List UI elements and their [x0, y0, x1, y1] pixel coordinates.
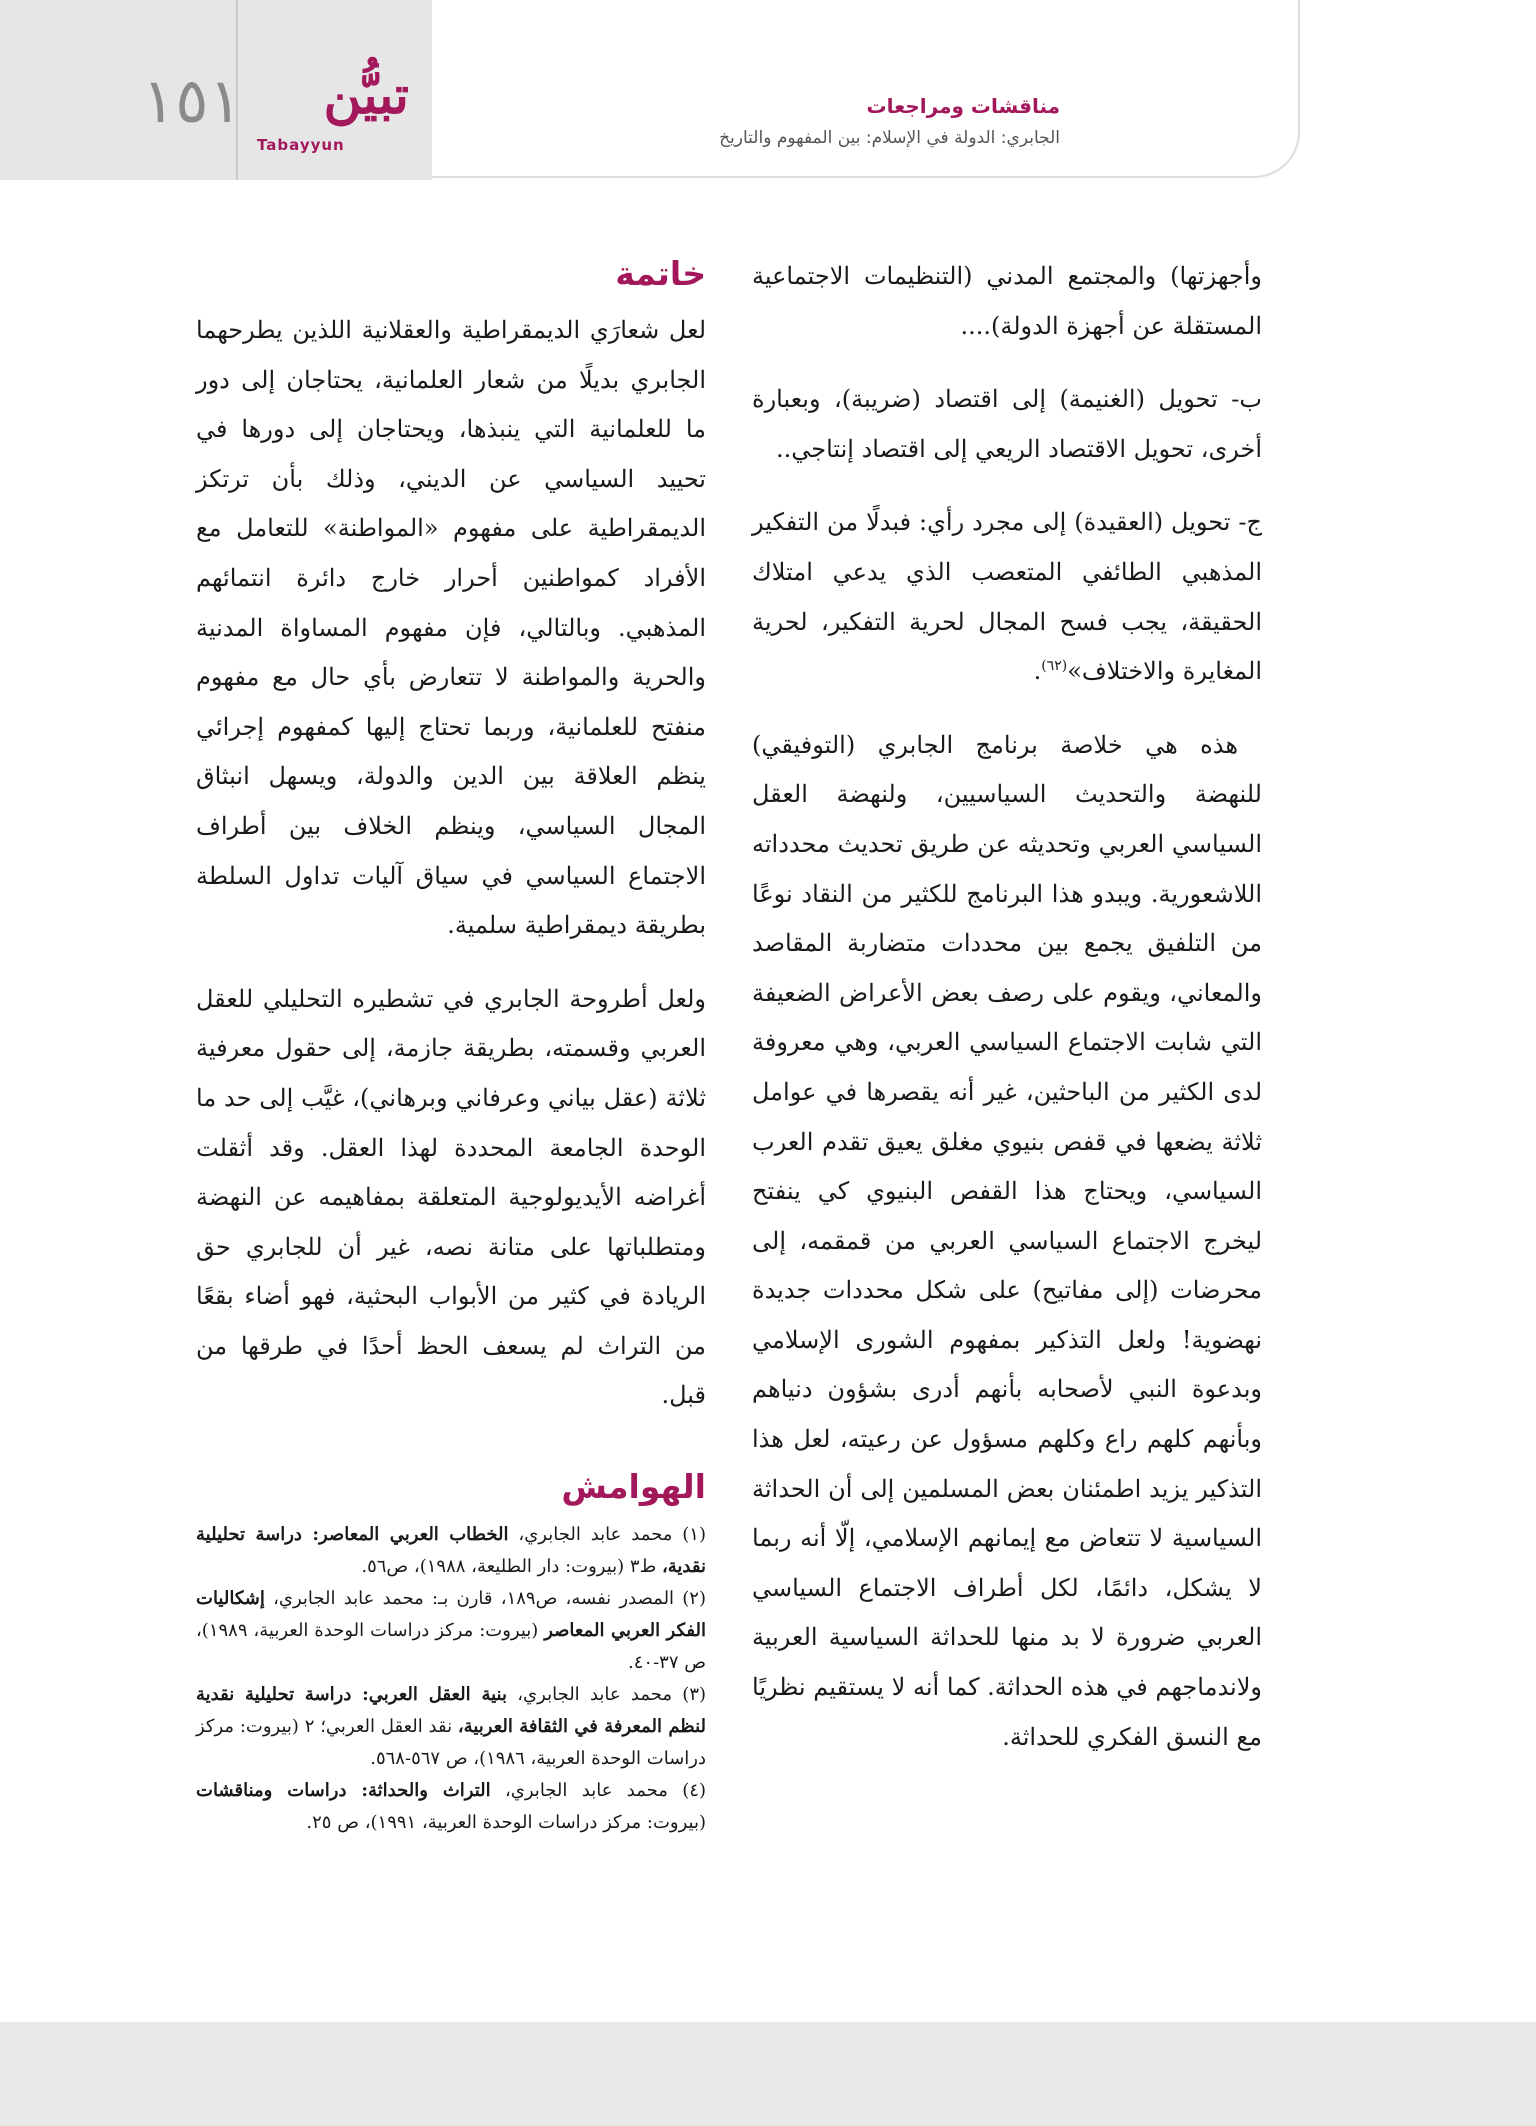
article-title: الجابري: الدولة في الإسلام: بين المفهوم والتاريخ [719, 128, 1060, 148]
footnote-reference: (٦٢) [1041, 658, 1068, 675]
header-frame [432, 0, 1300, 178]
right-margin [1300, 0, 1536, 2126]
footnote-text: ط٣ (بيروت: دار الطليعة، ١٩٨٨)، ص٥٦. [361, 1556, 662, 1578]
footnote-text: (١) محمد عابد الجابري، [508, 1524, 706, 1546]
footnote-text: (٢) المصدر نفسه، ص١٨٩، قارن بـ: محمد عابد الجابري، [264, 1588, 706, 1610]
footnote [196, 1679, 706, 1775]
paragraph: وأجهزتها) والمجتمع المدني (التنظيمات الاجتماعية المستقلة عن أجهزة الدولة).... [752, 262, 1262, 340]
section-title: مناقشات ومراجعات [866, 94, 1060, 118]
footnote-book-title: بنية العقل العربي: دراسة تحليلية نقدية لنظم المعرفة في الثقافة العربية، [196, 1684, 706, 1738]
paragraph-text: ج- تحويل (العقيدة) إلى مجرد رأي: فبدلًا من التفكير المذهبي الطائفي المتعصب الذي يدعي امتلاك الحقيقة، يجب فسح المجال لحرية التفكير، لحرية المغايرة والاختلاف» [752, 508, 1262, 686]
footnote-text: نقد العقل العربي؛ ٢ (بيروت: مركز دراسات الوحدة العربية، ١٩٨٦)، ص ٥٦٧-٥٦٨. [196, 1716, 706, 1770]
footnote-text: (بيروت: مركز دراسات الوحدة العربية، ١٩٩١)، ص ٢٥. [306, 1812, 706, 1834]
footnote-text: (بيروت: مركز دراسات الوحدة العربية، ١٩٨٩)، ص ٣٧-٤٠. [196, 1620, 706, 1674]
footnote [196, 1583, 706, 1679]
paragraph: لعل شعارَي الديمقراطية والعقلانية اللذين يطرحهما الجابري بديلًا من شعار العلمانية، يحتاجان إلى دور ما للعلمانية التي ينبذها، ويحتاجان إلى دورها في تحييد السياسي عن الديني، وذلك بأن ترتكز الديمقراطية على مفهوم «المواطنة» للتعامل مع الأفراد كمواطنين أحرار خارج دائرة انتمائهم المذهبي. وبالتالي، فإن مفهوم المساواة المدنية والحرية والمواطنة لا تتعارض بأي حال مع مفهوم منفتح للعلمانية، وربما تحتاج إليها كمفهوم إجرائي ينظم العلاقة بين الدين والدولة، ويسهل انبثاق المجال السياسي، وينظم الخلاف بين أطراف الاجتماع السياسي في سياق آليات تداول السلطة بطريقة ديمقراطية سلمية. [196, 316, 707, 940]
footnote [196, 1775, 706, 1839]
left-column [196, 248, 706, 1839]
paragraph: هذه هي خلاصة برنامج الجابري (التوفيقي) للنهضة والتحديث السياسيين، ولنهضة العقل السياسي العربي وتحديثه عن طريق تحديث محدداته اللاشعورية. ويبدو هذا البرنامج للكثير من النقاد نوعًا من التلفيق يجمع بين محددات متضاربة المقاصد والمعاني، ويقوم على رصف بعض الأعراض الضعيفة التي شابت الاجتماع السياسي العربي، وهي معروفة لدى الكثير من الباحثين، غير أنه يقصرها في عوامل ثلاثة يضعها في قفص بنيوي مغلق يعيق تقدم العرب السياسي، ويحتاج هذا القفص البنيوي كي ينفتح ليخرج الاجتماع السياسي العربي من قمقمه، إلى محرضات (إلى مفاتيح) على شكل محددات جديدة نهضوية! ولعل التذكير بمفهوم الشورى الإسلامي وبدعوة النبي لأصحابه بأنهم أدرى بشؤون دنياهم وبأنهم كلهم راع وكلهم مسؤول عن رعيته، لعل هذا التذكير يزيد اطمئنان بعض المسلمين إلى أن الحداثة السياسية لا تتعاض مع إيمانهم الإسلامي، إلّا أنه ربما لا يشكل، دائمًا، لكل أطراف الاجتماع السياسي العربي ضرورة لا بد منها للحداثة السياسية العربية ولاندماجهم في هذه الحداثة. كما أنه لا يستقيم نظريًا مع النسق الفكري للحداثة. [752, 730, 1262, 1751]
notes-heading: الهوامش [561, 1467, 706, 1507]
paragraph: ب- تحويل (الغنيمة) إلى اقتصاد (ضريبة)، وبعبارة أخرى، تحويل الاقتصاد الريعي إلى اقتصاد إنتاجي.. [752, 385, 1262, 463]
page-number: ١٥١ [142, 64, 242, 137]
footnote-text: (٣) محمد عابد الجابري، [506, 1684, 707, 1706]
conclusion-heading: خاتمة [615, 254, 706, 293]
paragraph: ولعل أطروحة الجابري في تشطيره التحليلي للعقل العربي وقسمته، بطريقة جازمة، إلى حقول معرفية ثلاثة (عقل بياني وعرفاني وبرهاني)، غيَّب إلى حد ما الوحدة الجامعة المحددة لهذا العقل. وقد أثقلت أغراضه الأيديولوجية المتعلقة بمفاهيمه عن النهضة ومتطلباتها على متانة نصه، غير أن للجابري حق الريادة في كثير من الأبواب البحثية، فهو أضاء بقعًا من التراث لم يسعف الحظ أحدًا في طرقها من قبل. [196, 984, 706, 1410]
footnote-book-title: التراث والحداثة: دراسات ومناقشات [196, 1780, 491, 1802]
paragraph-end: . [1033, 657, 1042, 686]
logo-arabic-text: تبيُّن [323, 65, 409, 126]
right-column [752, 248, 1262, 1786]
paragraph [752, 498, 1262, 696]
footnote-book-title: إشكاليات الفكر العربي المعاصر [196, 1588, 706, 1642]
logo-latin-text: Tabayyun [257, 136, 345, 154]
footnote [196, 1519, 706, 1583]
bottom-strip [0, 2022, 1536, 2126]
footnotes [196, 1519, 706, 1839]
footnote-book-title: الخطاب العربي المعاصر: دراسة تحليلية نقدية، [196, 1524, 706, 1578]
footnote-text: (٤) محمد عابد الجابري، [490, 1780, 706, 1802]
